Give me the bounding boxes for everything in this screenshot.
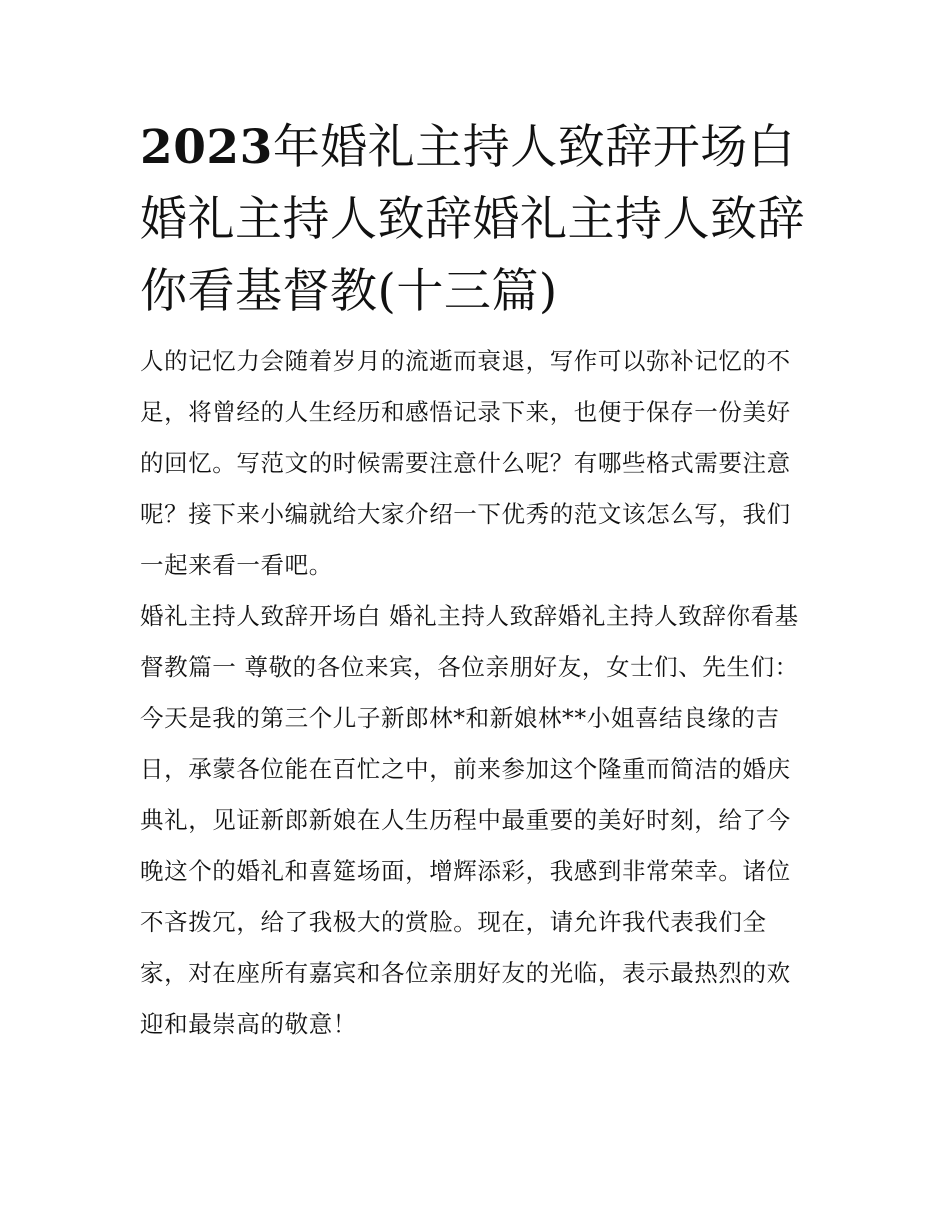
paragraph-intro: 人的记忆力会随着岁月的流逝而衰退，写作可以弥补记忆的不足，将曾经的人生经历和感悟记录下来，也便于保存一份美好的回忆。写范文的时候需要注意什么呢？有哪些格式需要注意呢？接下来小编就给大家介绍一下优秀的范文该怎么写，我们一起来看一看吧。	[140, 347, 791, 579]
document-page	[140, 112, 812, 1050]
title-year: 2023	[140, 120, 273, 175]
paragraph-heading: 婚礼主持人致辞开场白 婚礼主持人致辞婚礼主持人致辞你看基督教篇一 尊敬的各位来宾，各位亲朋好友，女士们、先生们：	[140, 602, 799, 681]
document-body	[140, 336, 812, 1050]
title-text: 年婚礼主持人致辞开场白 婚礼主持人致辞婚礼主持人致辞你看基督教(十三篇)	[140, 120, 805, 319]
paragraph-speech: 今天是我的第三个儿子新郎林*和新娘林**小姐喜结良缘的吉日，承蒙各位能在百忙之中，前来参加这个隆重而简洁的婚庆典礼，见证新郎新娘在人生历程中最重要的美好时刻，给了今晚这个的婚礼和喜筵场面，增辉添彩，我感到非常荣幸。诸位不吝拨冗，给了我极大的赏脸。现在，请允许我代表我们全家，对在座所有嘉宾和各位亲朋好友的光临，表示最热烈的欢迎和最崇高的敬意！	[140, 704, 791, 1038]
document-title	[140, 112, 812, 328]
